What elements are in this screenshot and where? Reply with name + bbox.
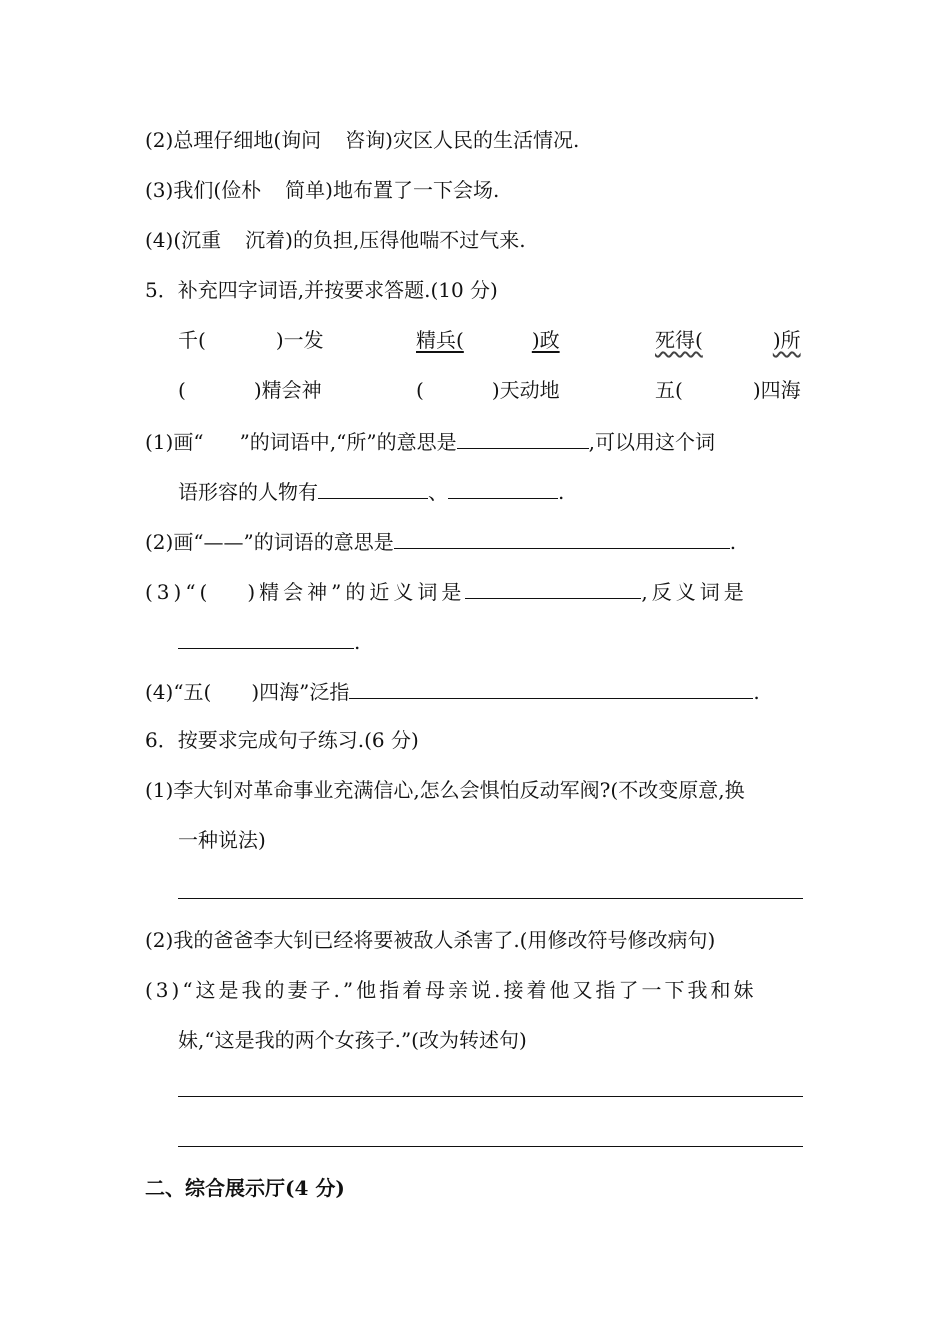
q5-title: 5．补充四字词语,并按要求答题.(10 分) <box>145 278 498 302</box>
q6-sentence-1-line-2: 一种说法) <box>178 828 266 852</box>
q6-title: 6．按要求完成句子练习.(6 分) <box>145 728 419 752</box>
idiom-2-underlined: 精兵( )政 <box>416 328 560 352</box>
q4-item-3-option-a: 俭朴 <box>221 178 262 202</box>
q4-item-2-option-b: 咨询 <box>345 128 386 152</box>
answer-line[interactable] <box>178 898 803 899</box>
q6-sentence-2: (2)我的爸爸李大钊已经将要被敌人杀害了.(用修改符号修改病句) <box>145 928 716 952</box>
q6-sentence-1: (1)李大钊对革命事业充满信心,怎么会惧怕反动军阀?(不改变原意,换 <box>145 778 745 802</box>
q5-sub-1: (1)画“ ”的词语中,“所”的意思是 ,可以用这个词 <box>145 430 715 454</box>
q6-sentence-3-line-2: 妹,“这是我的两个女孩子.”(改为转述句) <box>178 1028 527 1052</box>
q4-item-2 <box>145 128 579 152</box>
q4-item-4-suffix: )的负担,压得他喘不过气来. <box>285 228 526 252</box>
section-2-title: 二、综合展示厅(4 分) <box>145 1176 345 1200</box>
q5-sub-3-line-2: . <box>178 628 360 654</box>
answer-blank[interactable] <box>178 628 354 649</box>
q4-item-4-option-a: 沉重 <box>181 228 222 252</box>
answer-blank[interactable] <box>457 428 589 449</box>
q5-sub-4: (4)“五( )四海”泛指 . <box>145 680 760 704</box>
q4-item-4-option-b: 沉着 <box>245 228 286 252</box>
wavy-line-sample <box>204 429 240 449</box>
answer-blank[interactable] <box>349 678 753 699</box>
answer-blank[interactable] <box>465 578 641 599</box>
idiom-3-wavy: 死得( )所 <box>655 328 801 352</box>
q5-sub-3: (3)“( )精会神”的近义词是 ,反义词是 <box>145 580 748 604</box>
q5-sub-2: (2)画“——”的词语的意思是 . <box>145 530 737 554</box>
q6-sentence-3: (3)“这是我的妻子.”他指着母亲说.接着他又指了一下我和妹 <box>145 978 757 1002</box>
q4-item-2-option-a: 询问 <box>281 128 322 152</box>
q4-item-3 <box>145 178 499 202</box>
answer-blank[interactable] <box>448 478 558 499</box>
q4-item-2-suffix: )灾区人民的生活情况. <box>385 128 580 152</box>
answer-line[interactable] <box>178 1096 803 1097</box>
idiom-1: 千( )一发 <box>178 328 324 352</box>
answer-blank[interactable] <box>394 528 730 549</box>
q4-item-3-option-b: 简单 <box>285 178 326 202</box>
idiom-4: ( )精会神 <box>178 378 322 402</box>
q5-sub-1-line-2: 语形容的人物有 、 . <box>178 480 565 504</box>
q4-item-4-prefix: (4)( <box>145 228 182 252</box>
idiom-5: ( )天动地 <box>416 378 560 402</box>
answer-blank[interactable] <box>318 478 428 499</box>
answer-line[interactable] <box>178 1146 803 1147</box>
q4-item-3-suffix: )地布置了一下会场. <box>325 178 500 202</box>
q4-item-4 <box>145 228 526 252</box>
idiom-6: 五( )四海 <box>655 378 801 402</box>
q4-item-3-prefix: (3)我们( <box>145 178 222 202</box>
q4-item-2-prefix: (2)总理仔细地( <box>145 128 282 152</box>
